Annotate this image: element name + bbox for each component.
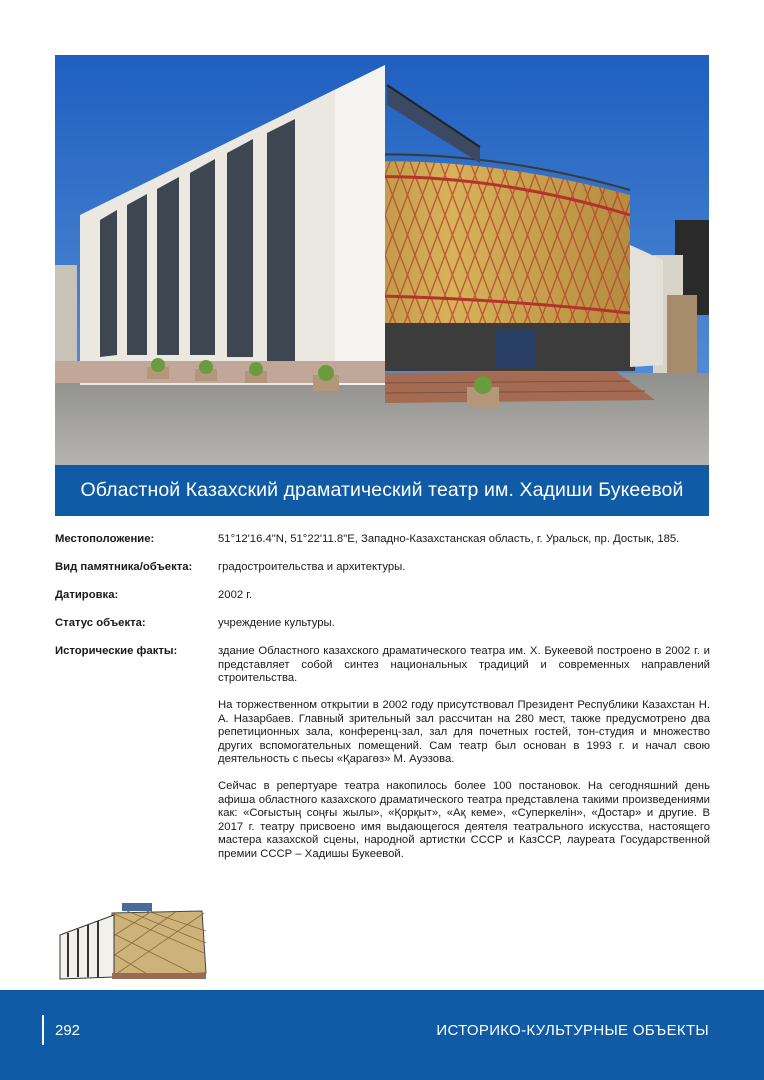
theatre-building-illustration <box>55 55 709 465</box>
history-text <box>218 645 710 875</box>
object-title-bar <box>55 465 709 516</box>
field-label: Датировка: <box>55 589 119 601</box>
theatre-sketch-illustration <box>52 893 210 983</box>
section-title: ИСТОРИКО-КУЛЬТУРНЫЕ ОБЪЕКТЫ <box>436 1022 709 1039</box>
history-paragraph: Сейчас в репертуаре театра накопилось более 100 постановок. На сегодняшний день афиша областного казахского драматического театра представлена такими произведениями как: «Соғыстың соңғы жылы», «Қорқыт», «Ақ кеме», «Суперкелін», «Достар» и другие. В 2017 г. театру присвоено имя выдающегося деятеля театрального искусства, настоящего мастера казахской сцены, народной артистки СССР и КазССР, лауреата Государственной премии СССР – Хадишы Букеевой. <box>218 780 710 860</box>
field-label: Статус объекта: <box>55 617 146 629</box>
field-value: 51°12'16.4"N, 51°22'11.8"E, Западно-Казахстанская область, г. Уральск, пр. Достык, 185. <box>218 533 680 545</box>
history-paragraph: На торжественном открытии в 2002 году присутствовал Президент Республики Казахстан Н. А. Назарбаев. Главный зрительный зал рассчитан на 280 мест, также предусмотрено два репетиционных зала, конференц-зал, зал для почетных гостей, тон-студия и множество других вспомогательных помещений. Сам театр был основан в 1993 г. и начал свою деятельность с пьесы «Қарагөз» М. Ауэзова. <box>218 699 710 765</box>
field-value: 2002 г. <box>218 589 253 601</box>
history-paragraph: здание Областного казахского драматического театра им. Х. Букеевой построено в 2002 г. и представляет собой синтез национальных традиций и современных направлений строительства. <box>218 645 710 684</box>
footer-divider <box>42 1015 44 1045</box>
building-sketch <box>52 893 210 983</box>
object-title: Областной Казахский драматический театр им. Хадиши Букеевой <box>80 479 684 501</box>
page-footer <box>0 990 764 1080</box>
building-photo <box>55 55 709 465</box>
field-value: градостроительства и архитектуры. <box>218 561 406 573</box>
field-label: Исторические факты: <box>55 645 178 657</box>
field-label: Местоположение: <box>55 533 155 545</box>
field-label: Вид памятника/объекта: <box>55 561 193 573</box>
page-number: 292 <box>55 1022 81 1039</box>
field-value: учреждение культуры. <box>218 617 335 629</box>
